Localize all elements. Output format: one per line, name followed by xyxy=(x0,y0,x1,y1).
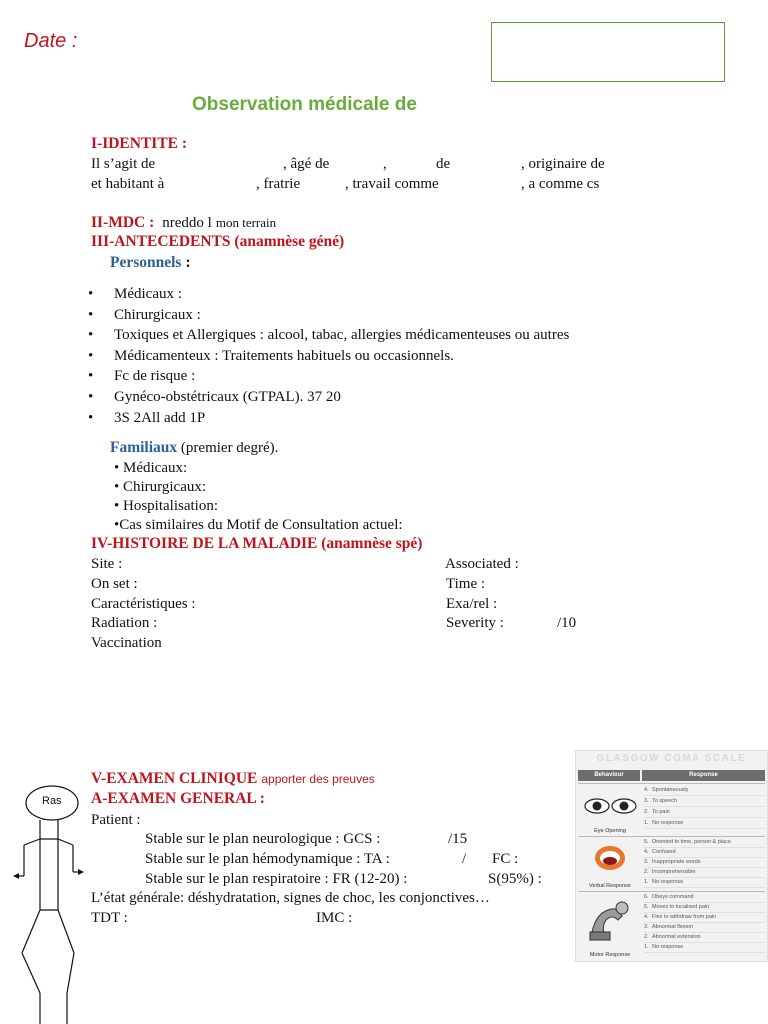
gcs-row: 4. Confused xyxy=(644,848,765,858)
gcs-section-verbal xyxy=(578,836,765,891)
familiaux-item: • Hospitalisation: xyxy=(114,498,218,514)
identite-text: , travail comme xyxy=(345,176,439,192)
identite-text: , a comme cs xyxy=(521,176,600,192)
gcs-header-response: Response xyxy=(642,770,765,781)
imc-label: IMC : xyxy=(316,910,353,926)
gcs-row: 5. Moves to localised pain xyxy=(644,903,765,913)
gcs-row: 5. Oriented to time, person & place xyxy=(644,838,765,848)
body-figure-diagram xyxy=(12,783,92,1024)
list-item: • Médicamenteux : Traitements habituels ou occasionnels. xyxy=(88,346,569,367)
list-item: • 3S 2All add 1P xyxy=(88,408,569,429)
gcs-scale: /15 xyxy=(448,831,468,847)
gcs-section-label: Eye Opening xyxy=(594,828,626,834)
histoire-field-site: Site : xyxy=(91,556,123,572)
gcs-row: 4. Spontaneously xyxy=(644,786,765,796)
gcs-row: 3. Abnormal flexion xyxy=(644,923,765,933)
patient-label: Patient : xyxy=(91,812,141,828)
examen-heading-line xyxy=(91,770,375,788)
list-item: • Fc de risque : xyxy=(88,366,569,387)
familiaux-item: • Médicaux: xyxy=(114,460,188,476)
mdc-text: nreddo l xyxy=(162,215,212,231)
histoire-field-vaccination: Vaccination xyxy=(91,635,162,651)
gcs-header-behaviour: Behaviour xyxy=(578,770,640,781)
gcs-section-label: Motor Response xyxy=(589,952,631,958)
familiaux-item: • Chirurgicaux: xyxy=(114,479,207,495)
gcs-row: 1. No response xyxy=(644,878,765,888)
examen-general-heading: A-EXAMEN GENERAL : xyxy=(91,790,265,807)
examen-note: apporter des preuves xyxy=(261,772,375,786)
date-input-box[interactable] xyxy=(491,22,725,82)
gcs-section-label: Verbal Response xyxy=(589,883,631,889)
hemo-line: Stable sur le plan hémodynamique : TA : xyxy=(145,851,390,867)
fc-label: FC : xyxy=(492,851,519,867)
tdt-label: TDT : xyxy=(91,910,128,926)
list-item: • Médicaux : xyxy=(88,284,569,305)
identite-text: , fratrie xyxy=(256,176,301,192)
histoire-field-severity: Severity : xyxy=(446,615,504,631)
identite-text: et habitant à xyxy=(91,176,165,192)
gcs-row: 1. No response xyxy=(644,819,765,829)
personnels-label-line xyxy=(110,254,191,272)
figure-label: Ras xyxy=(42,795,62,807)
identite-text: , âgé de xyxy=(283,156,330,172)
familiaux-label: Familiaux xyxy=(110,439,178,456)
list-item: • Toxiques et Allergiques : alcool, tabac, allergies médicamenteuses ou autres xyxy=(88,325,569,346)
familiaux-suffix: (premier degré). xyxy=(180,440,279,456)
histoire-field-exarel: Exa/rel : xyxy=(446,596,498,612)
identite-text: , originaire de xyxy=(521,156,605,172)
identite-heading: I-IDENTITE : xyxy=(91,135,188,152)
identite-text: , xyxy=(383,156,387,172)
histoire-field-time: Time : xyxy=(446,576,486,592)
familiaux-item: •Cas similaires du Motif de Consultation actuel: xyxy=(114,517,403,533)
spo2-label: S(95%) : xyxy=(488,871,542,887)
personnels-list xyxy=(88,284,569,428)
identite-text: Il s’agit de xyxy=(91,156,156,172)
severity-scale: /10 xyxy=(557,615,577,631)
eyes-icon xyxy=(578,784,642,836)
resp-line: Stable sur le plan respiratoire : FR (12-20) : xyxy=(145,871,408,887)
mdc-heading: II-MDC : xyxy=(91,214,155,231)
etat-general-line: L’état générale: déshydratation, signes de choc, les conjonctives… xyxy=(91,890,490,906)
gcs-row: 6. Obeys command xyxy=(644,893,765,903)
gcs-row: 2. Incomprehensible xyxy=(644,868,765,878)
list-item: • Chirurgicaux : xyxy=(88,305,569,326)
date-label: Date : xyxy=(24,30,78,52)
mouth-icon xyxy=(578,837,642,891)
mdc-line xyxy=(91,213,276,233)
gcs-figure xyxy=(575,750,768,962)
gcs-row: 3. To speech xyxy=(644,797,765,807)
histoire-heading: IV-HISTOIRE DE LA MALADIE (anamnèse spé) xyxy=(91,535,423,552)
histoire-field-radiation: Radiation : xyxy=(91,615,158,631)
histoire-field-associated: Associated : xyxy=(445,556,519,572)
page-title: Observation médicale de xyxy=(192,94,417,115)
personnels-label: Personnels xyxy=(110,254,182,271)
mdc-small-text: mon terrain xyxy=(215,215,277,230)
histoire-field-caracteristiques: Caractéristiques : xyxy=(91,596,196,612)
gcs-section-eye xyxy=(578,783,765,836)
personnels-colon: : xyxy=(185,254,191,271)
histoire-field-onset: On set : xyxy=(91,576,138,592)
examen-heading: V-EXAMEN CLINIQUE xyxy=(91,770,258,787)
familiaux-line xyxy=(110,438,278,458)
gcs-row: 2. Abnormal extension xyxy=(644,933,765,943)
list-item: • Gynéco-obstétricaux (GTPAL). 37 20 xyxy=(88,387,569,408)
flexed-arm-icon xyxy=(578,892,642,960)
gcs-row: 1. No response xyxy=(644,943,765,953)
identite-text: de xyxy=(436,156,451,172)
neuro-line: Stable sur le plan neurologique : GCS : xyxy=(145,831,381,847)
antecedents-heading: III-ANTECEDENTS (anamnèse géné) xyxy=(91,233,345,250)
ta-separator: / xyxy=(462,851,467,867)
gcs-row: 3. Inappropriate words xyxy=(644,858,765,868)
gcs-section-motor xyxy=(578,891,765,960)
gcs-row: 2. To pain xyxy=(644,808,765,818)
gcs-title: GLASGOW COMA SCALE xyxy=(596,753,747,764)
gcs-row: 4. Flex to withdraw from pain xyxy=(644,913,765,923)
